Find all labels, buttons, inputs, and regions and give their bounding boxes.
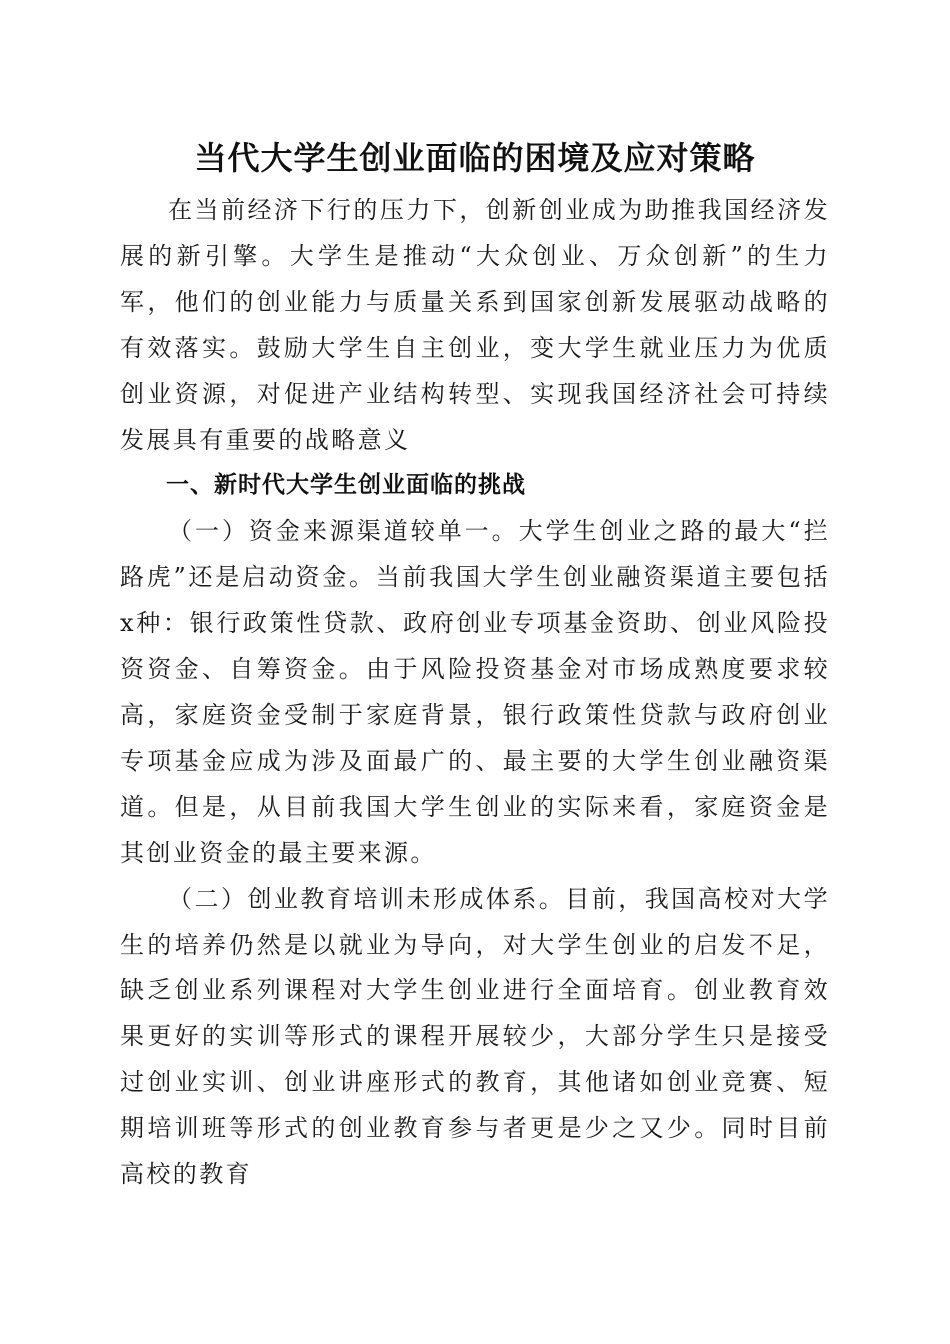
section-item-2-body: 目前，我国高校对大学生的培养仍然是以就业为导向，对大学生创业的启发不足，缺乏创业系列课程对大学生创业进行全面培育。创业教育效果更好的实训等形式的课程开展较少，大部分学生只是接受过创业实训、创业讲座形式的教育，其他诸如创业竞赛、短期培训班等形式的创业教育参与者更是少之又少。同时目前高校的教育 [120, 884, 830, 1189]
section-item-1-lead: （一）资金来源渠道较单一。 [168, 517, 519, 546]
document-title: 当代大学生创业面临的困境及应对策略 [194, 139, 756, 177]
section-heading: 一、新时代大学生创业面临的挑战 [166, 472, 526, 499]
intro-paragraph: 在当前经济下行的压力下，创新创业成为助推我国经济发展的新引擎。大学生是推动“大众创业、万众创新”的生力军，他们的创业能力与质量关系到国家创新发展驱动战略的有效落实。鼓励大学生自主创业，变大学生就业压力为优质创业资源，对促进产业结构转型、实现我国经济社会可持续发展具有重要的战略意义 [120, 196, 830, 454]
document-page [120, 128, 830, 1198]
section-item-1 [120, 509, 830, 876]
section-item-2 [120, 877, 830, 1198]
section-item-2-lead: （二）创业教育培训未形成体系。 [168, 884, 566, 913]
section-item-1-body: 大学生创业之路的最大“拦路虎”还是启动资金。当前我国大学生创业融资渠道主要包括x种：银行政策性贷款、政府创业专项基金资助、创业风险投资资金、自筹资金。由于风险投资基金对市场成熟度要求较高，家庭资金受制于家庭背景，银行政策性贷款与政府创业专项基金应成为涉及面最广的、最主要的大学生创业融资渠道。但是，从目前我国大学生创业的实际来看，家庭资金是其创业资金的最主要来源。 [120, 517, 830, 867]
